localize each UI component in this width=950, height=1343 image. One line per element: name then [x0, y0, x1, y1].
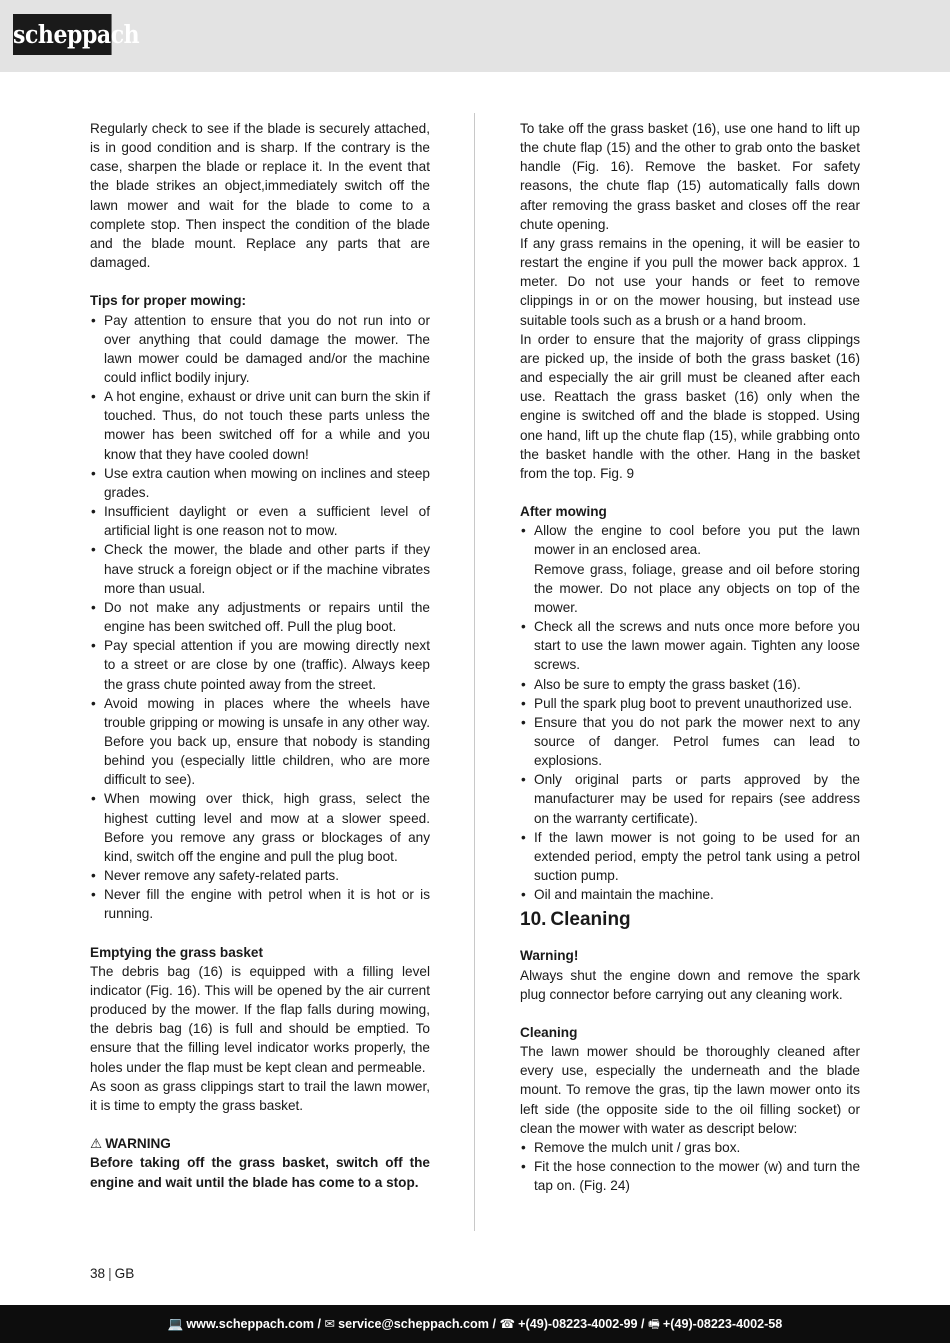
- fax-icon: 🖷: [648, 1317, 660, 1331]
- list-item: • Use extra caution when mowing on inclines and steep grades.: [90, 464, 430, 502]
- list-item: • Never fill the engine with petrol when it is hot or is running.: [90, 885, 430, 923]
- list-item: • If the lawn mower is not going to be used for an extended period, empty the petrol tank using a petrol suction pump.: [520, 828, 860, 885]
- page-language: GB: [114, 1266, 135, 1281]
- after-mowing-heading: After mowing: [520, 504, 607, 520]
- left-column: [90, 119, 430, 1192]
- section-number: 10.: [520, 909, 547, 931]
- remove-basket-paragraph: To take off the grass basket (16), use one hand to lift up the chute flap (15) and the other to grab onto the basket handle (Fig. 16). Remove the basket. For safety reasons, the chute flap (15) automatically falls down after removing the grass basket and closes off the rear chute opening.: [520, 121, 860, 232]
- section-title: [520, 908, 860, 932]
- list-item: • Ensure that you do not park the mower next to any source of danger. Petrol fumes can lead to explosions.: [520, 713, 860, 770]
- section-title-text: Cleaning: [550, 909, 631, 931]
- page-footer: [0, 1305, 950, 1343]
- cleaning-heading: Cleaning: [520, 1025, 578, 1040]
- list-item: • Pay special attention if you are mowing directly next to a street or are close by one (traffic). Always keep the grass chute pointed away from the street.: [90, 636, 430, 693]
- warning-label: WARNING: [105, 1136, 171, 1152]
- footer-fax: +(49)-08223-4002-58: [662, 1317, 783, 1331]
- list-item: • Check the mower, the blade and other parts if they have struck a foreign object or if the machine vibrates more than usual.: [90, 540, 430, 597]
- restart-paragraph: If any grass remains in the opening, it will be easier to restart the engine if you pull the mower back approx. 1 meter. Do not use your hands or feet to remove clippings in or on the mower housing, but instead use suitable tools such as a brush or a hand broom.: [520, 235, 860, 328]
- page-number-value: 38: [90, 1266, 106, 1281]
- list-item: [520, 521, 860, 617]
- footer-phone: +(49)-08223-4002-99 /: [518, 1317, 645, 1331]
- mail-icon: ✉: [324, 1317, 336, 1331]
- list-item: • Do not make any adjustments or repairs until the engine has been switched off. Pull the plug boot.: [90, 598, 430, 636]
- list-item: • A hot engine, exhaust or drive unit can burn the skin if touched. Thus, do not touch these parts unless the mower has been switched off for a while and you know that they have cooled down!: [90, 387, 430, 464]
- column-divider: [474, 113, 475, 1231]
- tips-list: [90, 311, 430, 924]
- page-number: [90, 1265, 134, 1282]
- list-item: • Only original parts or parts approved by the manufacturer may be used for repairs (see address on the warranty certificate).: [520, 770, 860, 827]
- list-item: • Remove the mulch unit / gras box.: [520, 1138, 860, 1157]
- phone-icon: ☎: [499, 1317, 516, 1331]
- scheppach-logo: scheppach: [13, 14, 112, 55]
- list-item: • Insufficient daylight or even a sufficient level of artificial light is one reason not to mow.: [90, 502, 430, 540]
- tips-heading: Tips for proper mowing:: [90, 293, 247, 309]
- footer-email: service@scheppach.com /: [338, 1317, 496, 1331]
- cleaning-list: [520, 1138, 860, 1195]
- warning-text: Before taking off the grass basket, switch off the engine and wait until the blade has come to a stop.: [90, 1155, 430, 1190]
- warning-heading: [90, 1134, 430, 1153]
- page-separator: |: [108, 1266, 112, 1281]
- after-mowing-list: [520, 521, 860, 904]
- list-item-text: Allow the engine to cool before you put the lawn mower in an enclosed area.: [534, 523, 860, 558]
- clean-basket-paragraph: In order to ensure that the majority of grass clippings are picked up, the inside of both the grass basket (16) and especially the air grill must be cleaned after each use. Reattach the grass basket (16) only when the engine is switched off and the blade is stopped. Using one hand, lift up the chute flap (15), while grabbing onto the basket handle with the other. Hang in the basket from the top. Fig. 9: [520, 331, 860, 481]
- cleaning-paragraph: The lawn mower should be thoroughly cleaned after every use, especially the underneath and the blade mount. To remove the gras, tip the lawn mower onto its left side (the opposite side to the oil filling socket) or clean the mower with water as descript below:: [520, 1044, 860, 1136]
- computer-icon: 💻: [167, 1317, 184, 1331]
- right-column: [520, 119, 860, 1195]
- page-header: [0, 0, 950, 72]
- warning-text: Always shut the engine down and remove the spark plug connector before carrying out any cleaning work.: [520, 967, 860, 1002]
- list-item-text: Remove grass, foliage, grease and oil before storing the mower. Do not place any objects on top of the mower.: [534, 561, 860, 615]
- emptying-paragraph: The debris bag (16) is equipped with a filling level indicator (Fig. 16). This will be opened by the air current produced by the mower. If the flap falls during mowing, the debris bag (16) is full and should be emptied. To ensure that the filling level indicator works properly, the holes under the flap must be kept clean and permeable.: [90, 963, 430, 1075]
- warning-heading: Warning!: [520, 948, 579, 964]
- list-item: • Fit the hose connection to the mower (w) and turn the tap on. (Fig. 24): [520, 1157, 860, 1195]
- warning-icon: ⚠: [90, 1136, 103, 1152]
- list-item: • Pay attention to ensure that you do not run into or over anything that could damage the mower. The lawn mower could be damaged and/or the machine could inflict bodily injury.: [90, 311, 430, 388]
- emptying-paragraph-2: As soon as grass clippings start to trail the lawn mower, it is time to empty the grass basket.: [90, 1078, 430, 1113]
- list-item: • Oil and maintain the machine.: [520, 885, 860, 904]
- footer-website: www.scheppach.com /: [186, 1317, 321, 1331]
- list-item: • When mowing over thick, high grass, select the highest cutting level and mow at a slower speed. Before you remove any grass or blockages of any kind, switch off the engine and pull the plug boot.: [90, 789, 430, 866]
- list-item: • Never remove any safety-related parts.: [90, 866, 430, 885]
- list-item: • Pull the spark plug boot to prevent unauthorized use.: [520, 694, 860, 713]
- list-item: • Check all the screws and nuts once more before you start to use the lawn mower again. Tighten any loose screws.: [520, 617, 860, 674]
- list-item: • Also be sure to empty the grass basket (16).: [520, 675, 860, 694]
- list-item: • Avoid mowing in places where the wheels have trouble gripping or mowing is unsafe in any other way. Before you back up, ensure that nobody is standing behind you (especially little children, who are more difficult to see).: [90, 694, 430, 790]
- blade-check-paragraph: Regularly check to see if the blade is securely attached, is in good condition and is sharp. If the contrary is the case, sharpen the blade or replace it. In the event that the blade strikes an object,immediately switch off the lawn mower and wait for the blade to come to a complete stop. Then inspect the condition of the blade and the blade mount. Replace any parts that are damaged.: [90, 121, 430, 271]
- emptying-heading: Emptying the grass basket: [90, 944, 263, 960]
